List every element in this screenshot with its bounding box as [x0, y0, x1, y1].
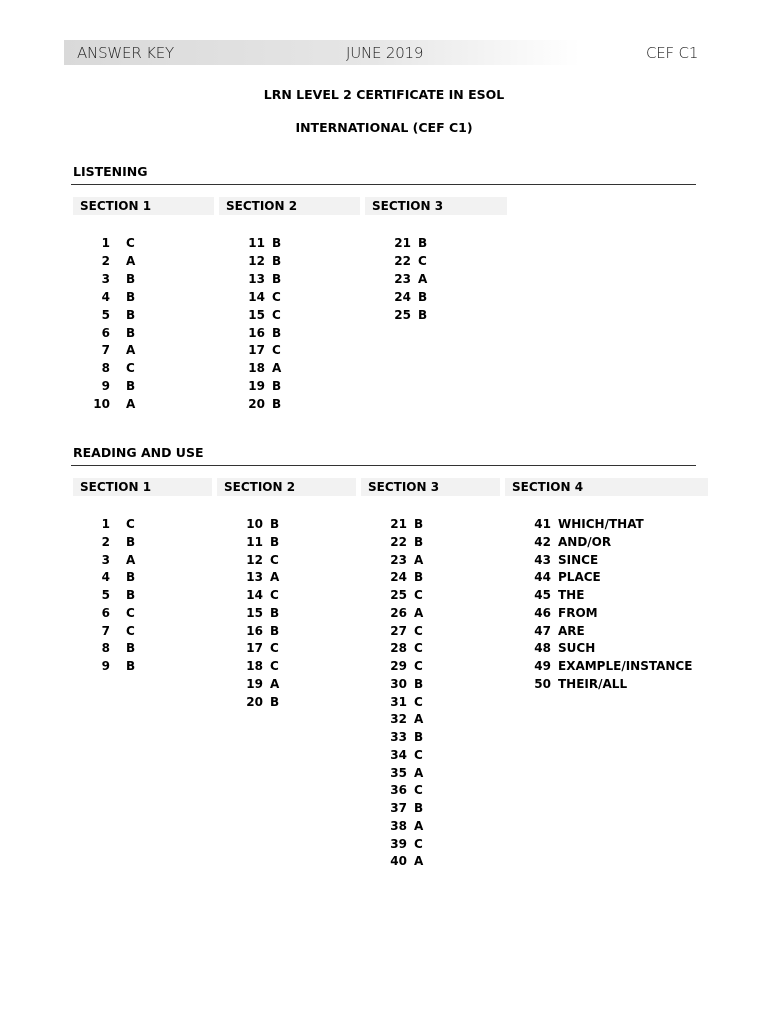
reading-answer-row: [80, 641, 136, 656]
listening-answer-row: [381, 271, 428, 286]
question-number: 21: [390, 517, 407, 531]
answer-value: C: [270, 588, 279, 602]
answer-value: A: [414, 765, 424, 780]
question-number: 26: [390, 605, 407, 620]
reading-answer-row: [233, 641, 279, 656]
reading-answer-row: [377, 854, 424, 869]
reading-answer-row: [80, 570, 136, 585]
question-number: 33: [390, 730, 407, 744]
question-number: 8: [101, 361, 110, 376]
question-number: 8: [101, 641, 110, 656]
reading-answer-row: [233, 676, 280, 691]
answer-value: C: [414, 641, 423, 656]
question-number: 50: [534, 676, 551, 691]
question-number: 1: [101, 517, 110, 531]
reading-answer-row: [377, 783, 423, 798]
answer-value: C: [414, 836, 423, 851]
question-number: 30: [390, 676, 407, 691]
question-number: 36: [390, 783, 407, 798]
reading-answer-row: [521, 588, 585, 602]
reading-section-3-header: SECTION 3: [361, 478, 500, 496]
question-number: 15: [248, 307, 265, 322]
answer-value: A: [126, 552, 136, 567]
answer-value: C: [126, 605, 135, 620]
question-number: 12: [248, 253, 265, 268]
document-title: LRN LEVEL 2 CERTIFICATE IN ESOL: [263, 87, 505, 102]
listening-answer-row: [80, 379, 136, 394]
answer-value: B: [126, 641, 136, 656]
question-number: 15: [246, 605, 263, 620]
reading-answer-row: [377, 552, 424, 567]
answer-value: A: [126, 253, 136, 268]
question-number: 9: [101, 659, 110, 673]
reading-answer-row: [377, 818, 424, 833]
question-number: 3: [101, 552, 110, 567]
question-number: 44: [534, 570, 551, 585]
question-number: 16: [248, 325, 265, 340]
answer-value: ARE: [558, 623, 585, 638]
answer-value: C: [414, 747, 423, 762]
question-number: 20: [246, 694, 263, 709]
question-number: 18: [246, 659, 263, 673]
reading-rule: [71, 465, 696, 466]
answer-value: PLACE: [558, 570, 601, 585]
question-number: 2: [101, 534, 110, 549]
reading-answer-row: [521, 534, 612, 549]
answer-value: EXAMPLE/INSTANCE: [558, 659, 693, 673]
listening-answer-row: [235, 236, 282, 250]
answer-value: B: [126, 659, 136, 673]
listening-answer-row: [80, 343, 136, 358]
answer-value: B: [272, 379, 282, 394]
question-number: 27: [390, 623, 407, 638]
reading-answer-row: [521, 570, 601, 585]
question-number: 11: [248, 236, 265, 250]
answer-value: B: [126, 570, 136, 585]
listening-answer-row: [235, 325, 282, 340]
answer-value: B: [414, 570, 424, 585]
question-number: 39: [390, 836, 407, 851]
question-number: 40: [390, 854, 407, 869]
answer-value: B: [418, 236, 428, 250]
answer-value: A: [414, 854, 424, 869]
answer-value: A: [414, 818, 424, 833]
question-number: 5: [101, 588, 110, 602]
listening-section-2-header: SECTION 2: [219, 197, 360, 215]
question-number: 7: [101, 623, 110, 638]
answer-value: B: [126, 289, 136, 304]
reading-heading: READING AND USE: [73, 445, 204, 460]
question-number: 17: [246, 641, 263, 656]
listening-heading: LISTENING: [73, 164, 148, 179]
question-number: 21: [394, 236, 411, 250]
answer-value: B: [272, 397, 282, 412]
question-number: 9: [101, 379, 110, 394]
answer-value: A: [270, 676, 280, 691]
answer-value: C: [270, 641, 279, 656]
answer-value: B: [270, 605, 280, 620]
listening-answer-row: [235, 397, 282, 412]
answer-value: B: [270, 517, 280, 531]
question-number: 37: [390, 801, 407, 815]
answer-value: A: [126, 397, 136, 412]
reading-answer-row: [377, 676, 424, 691]
question-number: 14: [248, 289, 265, 304]
answer-value: SUCH: [558, 641, 596, 656]
answer-value: B: [272, 236, 282, 250]
question-number: 3: [101, 271, 110, 286]
answer-value: A: [270, 570, 280, 585]
question-number: 48: [534, 641, 551, 656]
reading-answer-row: [377, 641, 423, 656]
header-answer-key: ANSWER KEY: [77, 44, 174, 62]
reading-answer-row: [377, 623, 423, 638]
listening-rule: [71, 184, 696, 185]
answer-value: THEIR/ALL: [558, 676, 628, 691]
answer-value: B: [272, 253, 282, 268]
question-number: 10: [246, 517, 263, 531]
question-number: 45: [534, 588, 551, 602]
reading-answer-row: [377, 836, 423, 851]
question-number: 13: [248, 271, 265, 286]
reading-answer-row: [521, 676, 628, 691]
listening-answer-row: [80, 271, 136, 286]
answer-value: C: [272, 343, 281, 358]
reading-answer-row: [377, 712, 424, 727]
question-number: 24: [390, 570, 407, 585]
reading-section-1-header: SECTION 1: [73, 478, 212, 496]
reading-answer-row: [377, 588, 423, 602]
reading-answer-row: [80, 588, 136, 602]
listening-section-1-header: SECTION 1: [73, 197, 214, 215]
question-number: 28: [390, 641, 407, 656]
question-number: 34: [390, 747, 407, 762]
answer-value: FROM: [558, 605, 598, 620]
header-date: JUNE 2019: [346, 44, 424, 62]
reading-answer-row: [521, 623, 585, 638]
reading-answer-row: [521, 641, 596, 656]
question-number: 14: [246, 588, 263, 602]
reading-section-4-header: SECTION 4: [505, 478, 708, 496]
listening-answer-row: [80, 325, 136, 340]
answer-value: B: [414, 534, 424, 549]
listening-answer-row: [381, 307, 428, 322]
answer-value: B: [126, 534, 136, 549]
listening-answer-row: [235, 307, 281, 322]
question-number: 25: [394, 307, 411, 322]
question-number: 10: [93, 397, 110, 412]
answer-value: C: [418, 253, 427, 268]
question-number: 18: [248, 361, 265, 376]
listening-answer-row: [80, 361, 135, 376]
answer-value: A: [418, 271, 428, 286]
answer-value: A: [414, 605, 424, 620]
question-number: 35: [390, 765, 407, 780]
reading-answer-row: [521, 659, 693, 673]
answer-value: A: [272, 361, 282, 376]
listening-answer-row: [235, 289, 281, 304]
answer-value: THE: [558, 588, 585, 602]
answer-value: C: [270, 552, 279, 567]
listening-answer-row: [80, 307, 136, 322]
answer-value: C: [270, 659, 279, 673]
question-number: 20: [248, 397, 265, 412]
answer-value: WHICH/THAT: [558, 517, 644, 531]
reading-answer-row: [377, 517, 424, 531]
question-number: 7: [101, 343, 110, 358]
listening-answer-row: [235, 379, 282, 394]
listening-answer-row: [80, 236, 135, 250]
answer-value: B: [414, 676, 424, 691]
question-number: 31: [390, 694, 407, 709]
answer-value: B: [272, 271, 282, 286]
answer-value: B: [126, 271, 136, 286]
question-number: 25: [390, 588, 407, 602]
answer-value: B: [126, 325, 136, 340]
reading-answer-row: [521, 605, 598, 620]
reading-answer-row: [377, 694, 423, 709]
listening-answer-row: [80, 253, 136, 268]
question-number: 47: [534, 623, 551, 638]
answer-value: C: [414, 659, 423, 673]
listening-answer-row: [235, 343, 281, 358]
question-number: 19: [246, 676, 263, 691]
reading-answer-row: [521, 552, 599, 567]
reading-answer-row: [233, 623, 280, 638]
answer-value: B: [126, 588, 136, 602]
reading-answer-row: [377, 765, 424, 780]
question-number: 17: [248, 343, 265, 358]
question-number: 38: [390, 818, 407, 833]
question-number: 2: [101, 253, 110, 268]
question-number: 22: [390, 534, 407, 549]
question-number: 4: [101, 289, 110, 304]
question-number: 12: [246, 552, 263, 567]
question-number: 6: [101, 605, 110, 620]
listening-section-3-header: SECTION 3: [365, 197, 507, 215]
answer-value: B: [418, 307, 428, 322]
answer-value: C: [126, 361, 135, 376]
listening-answer-row: [80, 289, 136, 304]
reading-answer-row: [80, 659, 136, 673]
answer-value: SINCE: [558, 552, 599, 567]
listening-answer-row: [235, 361, 282, 376]
listening-answer-row: [381, 253, 427, 268]
reading-answer-row: [377, 570, 424, 585]
reading-answer-row: [233, 694, 280, 709]
question-number: 5: [101, 307, 110, 322]
listening-answer-row: [235, 271, 282, 286]
reading-answer-row: [80, 552, 136, 567]
question-number: 16: [246, 623, 263, 638]
answer-value: B: [126, 307, 136, 322]
question-number: 24: [394, 289, 411, 304]
reading-answer-row: [233, 659, 279, 673]
reading-answer-row: [233, 588, 279, 602]
answer-value: C: [126, 236, 135, 250]
question-number: 43: [534, 552, 551, 567]
answer-value: B: [126, 379, 136, 394]
reading-answer-row: [377, 659, 423, 673]
answer-value: B: [270, 534, 280, 549]
document-subtitle: INTERNATIONAL (CEF C1): [295, 120, 473, 135]
question-number: 1: [101, 236, 110, 250]
reading-answer-row: [377, 730, 424, 744]
answer-value: B: [414, 730, 424, 744]
answer-value: A: [414, 552, 424, 567]
reading-answer-row: [80, 534, 136, 549]
question-number: 13: [246, 570, 263, 585]
answer-value: A: [414, 712, 424, 727]
reading-answer-row: [377, 747, 423, 762]
reading-answer-row: [377, 801, 424, 815]
reading-answer-row: [80, 605, 135, 620]
answer-value: C: [272, 289, 281, 304]
listening-answer-row: [381, 289, 428, 304]
question-number: 23: [394, 271, 411, 286]
reading-answer-row: [521, 517, 644, 531]
listening-answer-row: [235, 253, 282, 268]
reading-answer-row: [233, 605, 280, 620]
question-number: 29: [390, 659, 407, 673]
answer-value: C: [126, 623, 135, 638]
reading-answer-row: [80, 517, 135, 531]
reading-answer-row: [377, 605, 424, 620]
question-number: 6: [101, 325, 110, 340]
question-number: 46: [534, 605, 551, 620]
answer-value: C: [414, 694, 423, 709]
answer-value: C: [414, 588, 423, 602]
question-number: 41: [534, 517, 551, 531]
question-number: 42: [534, 534, 551, 549]
reading-answer-row: [377, 534, 424, 549]
answer-value: B: [418, 289, 428, 304]
answer-value: B: [414, 517, 424, 531]
reading-answer-row: [233, 570, 280, 585]
listening-answer-row: [80, 397, 136, 412]
answer-value: B: [272, 325, 282, 340]
answer-value: C: [414, 623, 423, 638]
reading-answer-row: [233, 517, 280, 531]
header-level: CEF C1: [646, 44, 699, 62]
question-number: 19: [248, 379, 265, 394]
question-number: 32: [390, 712, 407, 727]
question-number: 22: [394, 253, 411, 268]
answer-value: AND/OR: [558, 534, 612, 549]
question-number: 4: [101, 570, 110, 585]
answer-value: C: [272, 307, 281, 322]
answer-value: A: [126, 343, 136, 358]
answer-value: B: [270, 694, 280, 709]
reading-answer-row: [80, 623, 135, 638]
answer-value: C: [414, 783, 423, 798]
answer-value: B: [270, 623, 280, 638]
question-number: 23: [390, 552, 407, 567]
question-number: 11: [246, 534, 263, 549]
reading-answer-row: [233, 534, 280, 549]
listening-answer-row: [381, 236, 428, 250]
reading-answer-row: [233, 552, 279, 567]
answer-value: C: [126, 517, 135, 531]
question-number: 49: [534, 659, 551, 673]
answer-value: B: [414, 801, 424, 815]
reading-section-2-header: SECTION 2: [217, 478, 356, 496]
